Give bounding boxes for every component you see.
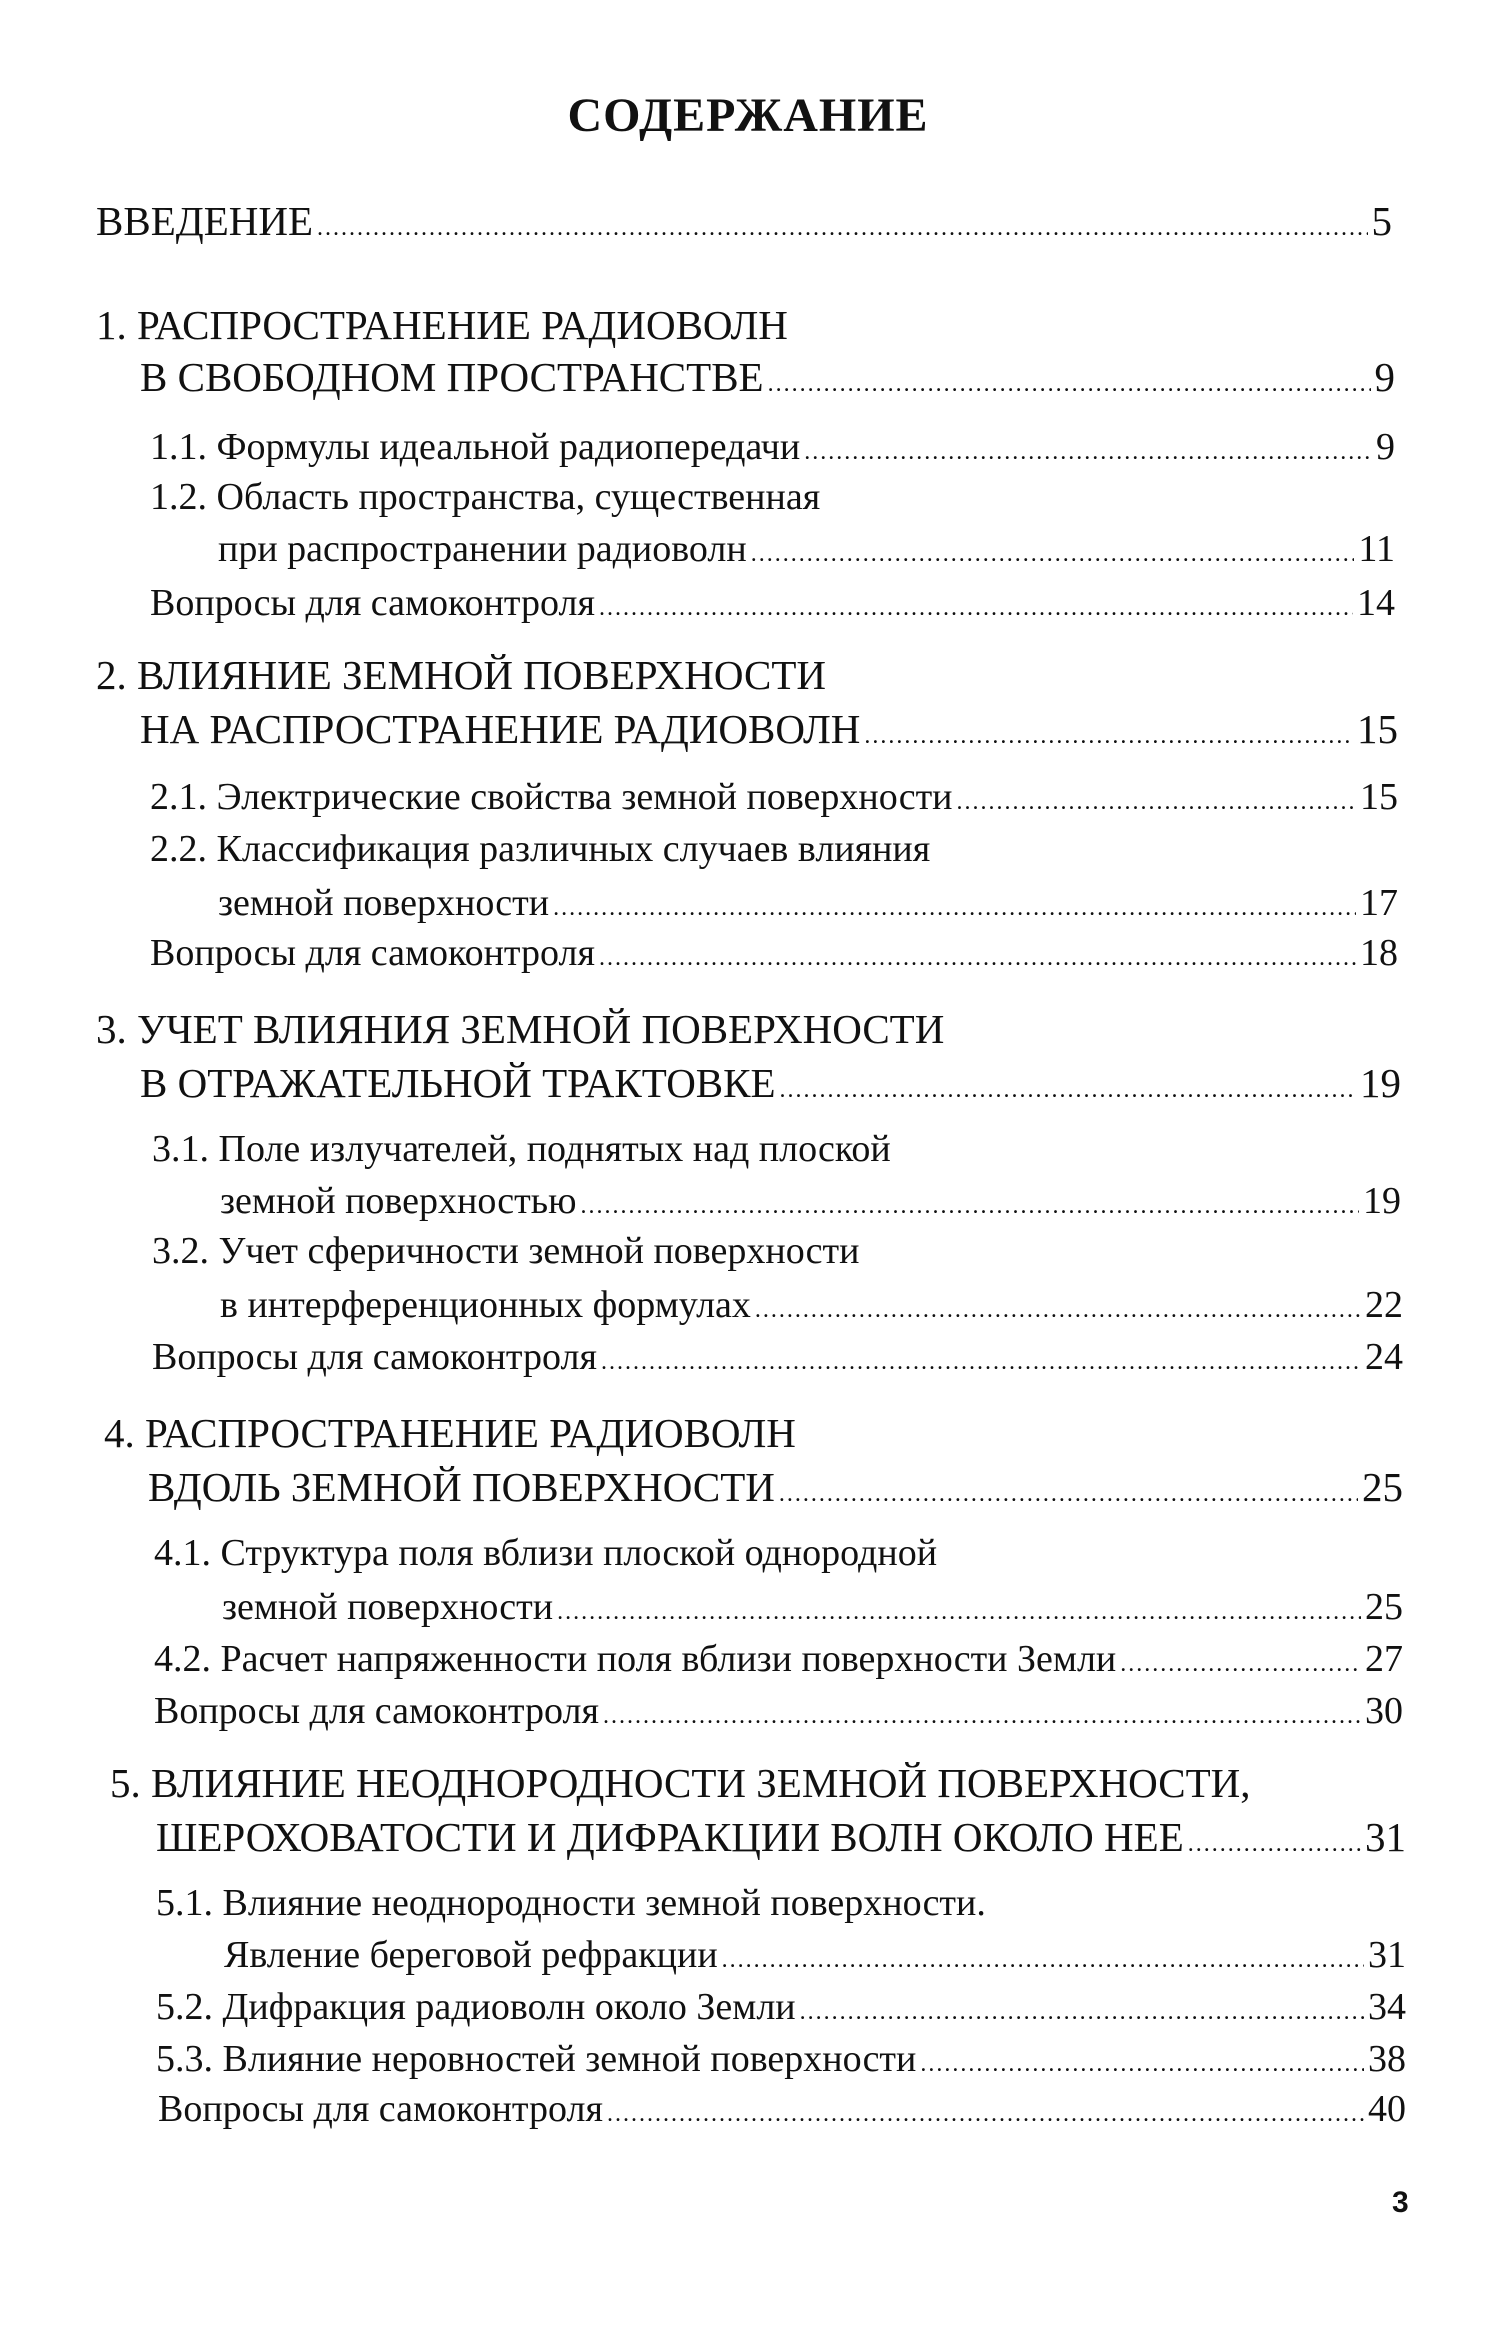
chapter-5-heading <box>110 1760 1250 1806</box>
chapter-title-line: В ОТРАЖАТЕЛЬНОЙ ТРАКТОВКЕ <box>140 1060 776 1106</box>
toc-page-number: 25 <box>1365 1586 1403 1628</box>
chapter-title-line: НА РАСПРОСТРАНЕНИЕ РАДИОВОЛН <box>140 706 861 752</box>
toc-page-number: 19 <box>1363 1180 1401 1222</box>
section-title: 4.1. Структура поля вблизи плоской однородной <box>154 1532 938 1574</box>
chapter-2-heading-cont <box>140 706 1398 759</box>
section-title: в интерференционных формулах <box>220 1284 751 1326</box>
section-3-2 <box>152 1228 859 1274</box>
toc-page-number: 31 <box>1365 1814 1406 1860</box>
dot-leader <box>557 1589 1361 1635</box>
toc-page-number: 19 <box>1360 1060 1401 1106</box>
dot-leader <box>581 1183 1360 1229</box>
section-title: Вопросы для самоконтроля <box>158 2088 603 2130</box>
section-5-1-cont <box>224 1932 1406 1983</box>
toc-page-number: 38 <box>1368 2038 1406 2080</box>
section-2-questions <box>150 930 1398 981</box>
section-title: 2.1. Электрические свойства земной поверхности <box>150 776 953 818</box>
section-4-questions <box>154 1688 1403 1739</box>
section-title: Вопросы для самоконтроля <box>150 932 595 974</box>
chapter-title-line: В СВОБОДНОМ ПРОСТРАНСТВЕ <box>140 354 764 400</box>
chapter-title-line: ВДОЛЬ ЗЕМНОЙ ПОВЕРХНОСТИ <box>148 1464 775 1510</box>
section-3-2-cont <box>220 1282 1403 1333</box>
section-title: Вопросы для самоконтроля <box>154 1690 599 1732</box>
chapter-title-line: ШЕРОХОВАТОСТИ И ДИФРАКЦИИ ВОЛН ОКОЛО НЕЕ <box>156 1814 1184 1860</box>
dot-leader <box>780 1067 1356 1113</box>
section-1-2 <box>150 474 820 520</box>
chapter-1-heading-cont <box>140 354 1395 407</box>
dot-leader <box>722 1937 1364 1983</box>
section-title: 5.2. Дифракция радиоволн около Земли <box>156 1986 796 2028</box>
toc-page-number: 40 <box>1368 2088 1406 2130</box>
section-title: Явление береговой рефракции <box>224 1934 718 1976</box>
dot-leader <box>603 1693 1361 1739</box>
section-title: 2.2. Классификация различных случаев влияния <box>150 828 931 870</box>
section-3-1 <box>152 1126 891 1172</box>
dot-leader <box>553 885 1356 931</box>
section-title: земной поверхности <box>218 882 550 924</box>
chapter-3-heading <box>96 1006 944 1052</box>
chapter-2-heading <box>96 652 826 698</box>
dot-leader <box>864 713 1353 759</box>
dot-leader <box>804 429 1372 475</box>
toc-page-number: 14 <box>1357 582 1395 624</box>
section-title: Вопросы для самоконтроля <box>152 1336 597 1378</box>
page-title: СОДЕРЖАНИЕ <box>567 89 929 142</box>
section-4-1 <box>154 1530 937 1576</box>
section-title: 4.2. Расчет напряженности поля вблизи поверхности Земли <box>154 1638 1117 1680</box>
section-title: земной поверхности <box>222 1586 554 1628</box>
section-5-questions <box>158 2086 1406 2137</box>
page-number: 3 <box>1392 2186 1409 2219</box>
dot-leader <box>601 1339 1361 1385</box>
section-title: при распространении радиоволн <box>218 528 747 570</box>
toc-page-number: 25 <box>1362 1464 1403 1510</box>
section-1-2-cont <box>218 526 1395 577</box>
dot-leader <box>599 935 1356 981</box>
section-4-1-cont <box>222 1584 1403 1635</box>
toc-page-number: 27 <box>1365 1638 1403 1680</box>
section-title: 3.2. Учет сферичности земной поверхности <box>152 1230 860 1272</box>
section-title: 3.1. Поле излучателей, поднятых над плоской <box>152 1128 891 1170</box>
toc-entry-text: ВВЕДЕНИЕ <box>96 198 314 244</box>
toc-page-number: 17 <box>1360 882 1398 924</box>
toc-page-number: 15 <box>1360 776 1398 818</box>
dot-leader <box>751 531 1355 577</box>
dot-leader <box>1120 1641 1361 1687</box>
section-3-questions <box>152 1334 1403 1385</box>
section-5-1 <box>156 1880 986 1926</box>
toc-page-number: 11 <box>1358 528 1395 570</box>
chapter-1-heading <box>96 302 788 348</box>
dot-leader <box>800 1989 1364 2035</box>
chapter-4-heading-cont <box>148 1464 1403 1517</box>
chapter-5-heading-cont <box>156 1814 1406 1867</box>
section-title: 5.1. Влияние неоднородности земной поверхности. <box>156 1882 986 1924</box>
section-1-1 <box>150 424 1395 475</box>
section-title: 1.2. Область пространства, существенная <box>150 476 821 518</box>
dot-leader <box>755 1287 1361 1333</box>
toc-page-number: 15 <box>1357 706 1398 752</box>
toc-page-number: 18 <box>1360 932 1398 974</box>
chapter-title-line: 2. ВЛИЯНИЕ ЗЕМНОЙ ПОВЕРХНОСТИ <box>96 652 827 698</box>
toc-entry-intro <box>96 198 1392 251</box>
chapter-3-heading-cont <box>140 1060 1401 1113</box>
section-title: 5.3. Влияние неровностей земной поверхности <box>156 2038 917 2080</box>
toc-page-number: 22 <box>1365 1284 1403 1326</box>
dot-leader <box>317 205 1367 251</box>
dot-leader <box>599 585 1353 631</box>
section-2-2-cont <box>218 880 1398 931</box>
section-title: 1.1. Формулы идеальной радиопередачи <box>150 426 801 468</box>
dot-leader <box>607 2091 1364 2137</box>
section-5-3 <box>156 2036 1406 2087</box>
chapter-title-line: 1. РАСПРОСТРАНЕНИЕ РАДИОВОЛН <box>96 302 788 348</box>
dot-leader <box>957 779 1356 825</box>
toc-page-number: 9 <box>1376 426 1395 468</box>
toc-page-number: 9 <box>1374 354 1395 400</box>
section-1-questions <box>150 580 1395 631</box>
dot-leader <box>768 361 1371 407</box>
chapter-4-heading <box>104 1410 796 1456</box>
section-title: земной поверхностью <box>220 1180 577 1222</box>
chapter-title-line: 5. ВЛИЯНИЕ НЕОДНОРОДНОСТИ ЗЕМНОЙ ПОВЕРХНОСТИ, <box>110 1760 1251 1806</box>
section-2-1 <box>150 774 1398 825</box>
section-title: Вопросы для самоконтроля <box>150 582 595 624</box>
dot-leader <box>920 2041 1364 2087</box>
section-5-2 <box>156 1984 1406 2035</box>
toc-page-number: 31 <box>1368 1934 1406 1976</box>
section-4-2 <box>154 1636 1403 1687</box>
dot-leader <box>779 1471 1358 1517</box>
dot-leader <box>1188 1821 1361 1867</box>
section-3-1-cont <box>220 1178 1401 1229</box>
chapter-title-line: 3. УЧЕТ ВЛИЯНИЯ ЗЕМНОЙ ПОВЕРХНОСТИ <box>96 1006 945 1052</box>
toc-page-number: 24 <box>1365 1336 1403 1378</box>
toc-page-number: 34 <box>1368 1986 1406 2028</box>
toc-page-number: 5 <box>1371 198 1392 244</box>
chapter-title-line: 4. РАСПРОСТРАНЕНИЕ РАДИОВОЛН <box>104 1410 796 1456</box>
section-2-2 <box>150 826 930 872</box>
toc-page-number: 30 <box>1365 1690 1403 1732</box>
